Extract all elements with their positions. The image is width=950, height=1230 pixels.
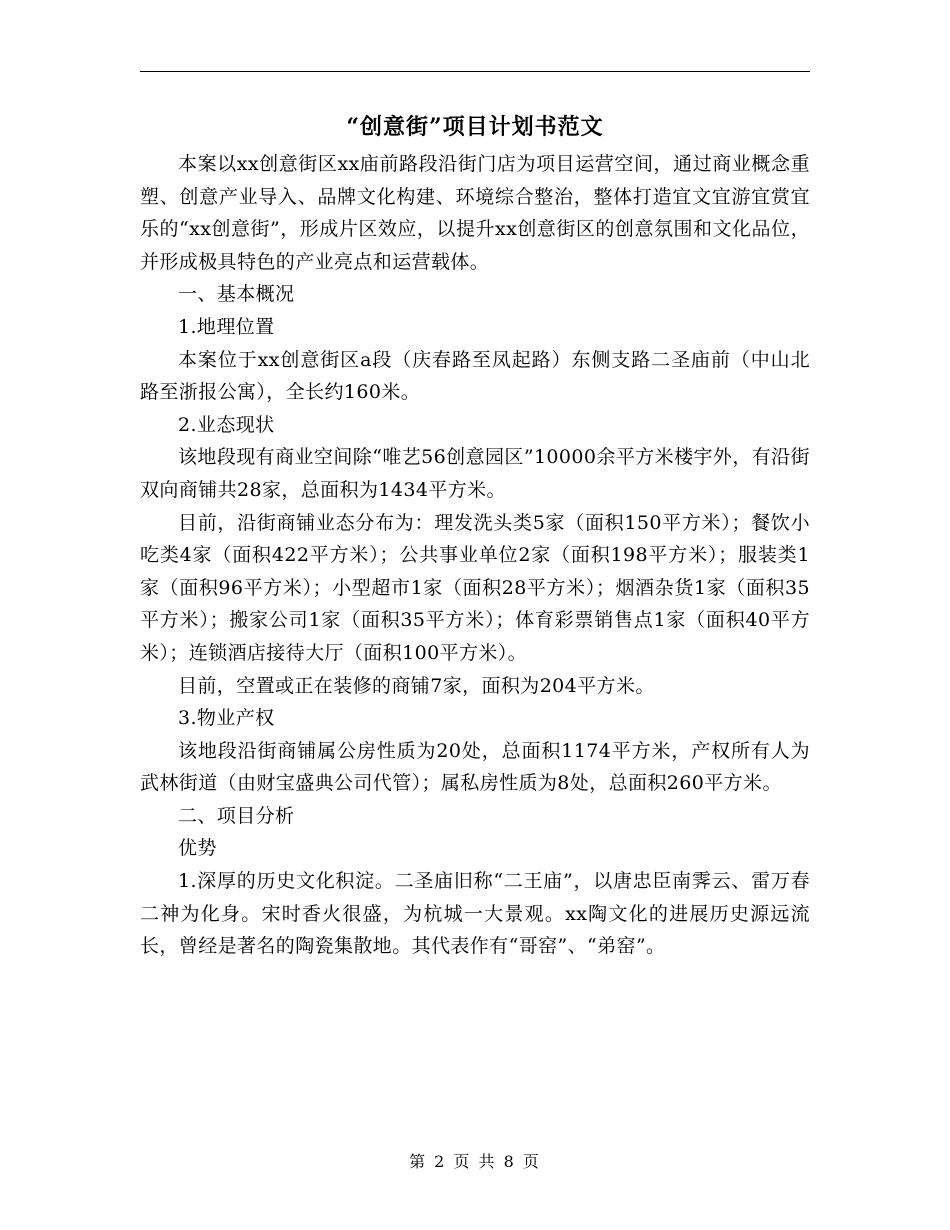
paragraph-business-distribution: 目前，沿街商铺业态分布为：理发洗头类5家（面积150平方米）；餐饮小吃类4家（面积422平方米）；公共事业单位2家（面积198平方米）；服装类1家（面积96平方米）；小型超市1家（面积28平方米）；烟酒杂货1家（面积35平方米）；搬家公司1家（面积35平方米）；体育彩票销售点1家（面积40平方米）；连锁酒店接待大厅（面积100平方米）。 — [140, 511, 810, 664]
subheading-business-status: 2.业态现状 — [178, 413, 275, 436]
document-title: “创意街”项目计划书范文 — [346, 114, 604, 140]
section-heading-basic-overview: 一、基本概况 — [178, 283, 295, 306]
subheading-location: 1.地理位置 — [178, 315, 275, 338]
page-number-footer: 第 2 页 共 8 页 — [409, 1152, 541, 1171]
paragraph-history-culture: 1.深厚的历史文化积淀。二圣庙旧称“二王庙”，以唐忠臣南霁云、雷万春二神为化身。宋时香火很盛，为杭城一大景观。xx陶文化的进展历史源远流长，曾经是著名的陶瓷集散地。其代表作有“哥窑”、“弟窑”。 — [140, 870, 810, 958]
section-heading-project-analysis: 二、项目分析 — [178, 804, 295, 827]
paragraph-location: 本案位于xx创意街区a段（庆春路至凤起路）东侧支路二圣庙前（中山北路至浙报公寓），全长约160米。 — [140, 348, 810, 404]
paragraph-property-rights: 该地段沿街商铺属公房性质为20处，总面积1174平方米，产权所有人为武林街道（由财宝盛典公司代管）；属私房性质为8处，总面积260平方米。 — [140, 739, 810, 795]
paragraph-vacant-shops: 目前，空置或正在装修的商铺7家，面积为204平方米。 — [178, 674, 655, 697]
subheading-advantages: 优势 — [178, 837, 217, 860]
header-rule — [140, 71, 810, 72]
paragraph-intro: 本案以xx创意街区xx庙前路段沿街门店为项目运营空间，通过商业概念重塑、创意产业导入、品牌文化构建、环境综合整治，整体打造宜文宜游宜赏宜乐的“xx创意街”，形成片区效应，以提升xx创意街区的创意氛围和文化品位，并形成极具特色的产业亮点和运营载体。 — [140, 153, 810, 273]
document-body — [140, 148, 810, 963]
paragraph-commercial-space: 该地段现有商业空间除“唯艺56创意园区”10000余平方米楼宇外，有沿街双向商铺共28家，总面积为1434平方米。 — [140, 446, 810, 501]
subheading-property-rights: 3.物业产权 — [178, 707, 275, 730]
